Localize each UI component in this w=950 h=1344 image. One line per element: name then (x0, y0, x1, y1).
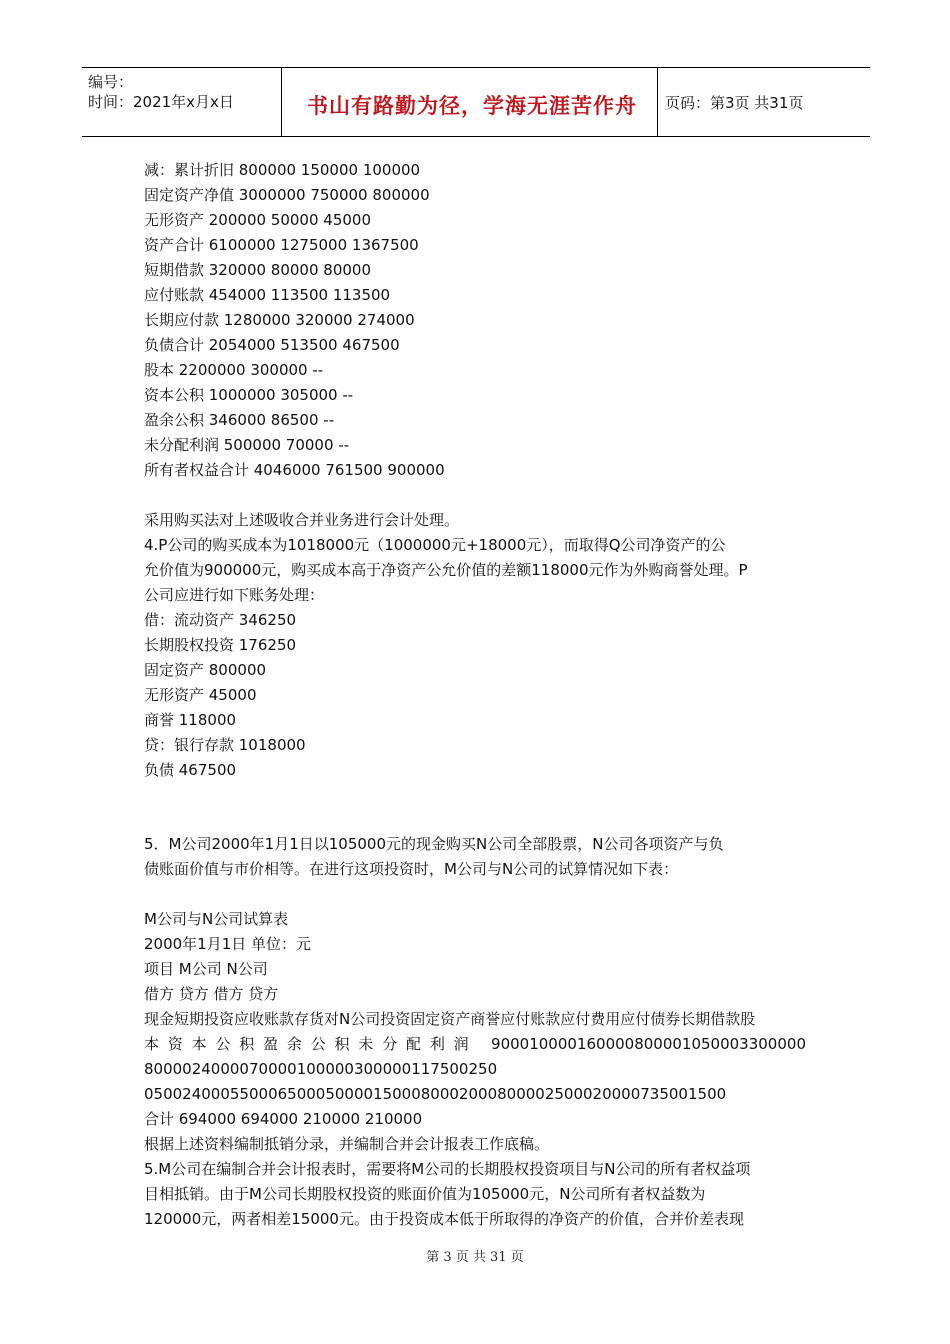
text-line: 允价值为900000元，购买成本高于净资产公允价值的差额118000元作为外购商誉处理。P (144, 561, 748, 579)
text-line: 目相抵销。由于M公司长期股权投资的账面价值为105000元，N公司所有者权益数为 (144, 1185, 706, 1203)
header-page-info: 页码：第3页 共31页 (665, 94, 804, 112)
text-line: 负债合计 2054000 513500 467500 (144, 336, 400, 354)
text-line: 应付账款 454000 113500 113500 (144, 286, 391, 304)
text-line: 长期应付款 1280000 320000 274000 (144, 311, 415, 329)
table-header: 项目 M公司 N公司 (144, 960, 268, 978)
text-line: 120000元，两者相差15000元。由于投资成本低于所取得的净资产的价值，合并价差表现 (144, 1210, 744, 1228)
text-line: 商誉 118000 (144, 711, 237, 729)
text-line: 盈余公积 346000 86500 -- (144, 411, 335, 429)
text-line: 5.M公司在编制合并会计报表时，需要将M公司的长期股权投资项目与N公司的所有者权益项 (144, 1160, 751, 1178)
header-motto: 书山有路勤为径，学海无涯苦作舟 (307, 94, 637, 118)
text-line: 4.P公司的购买成本为1018000元（1000000元+18000元），而取得Q公司净资产的公 (144, 536, 726, 554)
document-date: 时间：2021年x月x日 (88, 93, 234, 111)
text-line: 资产合计 6100000 1275000 1367500 (144, 236, 419, 254)
text-line: 所有者权益合计 4046000 761500 900000 (144, 461, 445, 479)
page-footer: 第 3 页 共 31 页 (426, 1250, 524, 1265)
text-line: 贷：银行存款 1018000 (144, 736, 306, 754)
table-total: 合计 694000 694000 210000 210000 (144, 1110, 423, 1128)
text-line: 采用购买法对上述吸收合并业务进行会计处理。 (144, 511, 460, 529)
text-line: 借：流动资产 346250 (144, 611, 297, 629)
table-body-line: 0500240005500065000500001500080002000800002500020000735001500 (144, 1085, 727, 1103)
text-line: 根据上述资料编制抵销分录，并编制合并会计报表工作底稿。 (144, 1135, 550, 1153)
text-line: 固定资产净值 3000000 750000 800000 (144, 186, 430, 204)
page-header (82, 67, 870, 137)
text-line: 无形资产 45000 (144, 686, 257, 704)
text-line: 减：累计折旧 800000 150000 100000 (144, 161, 421, 179)
text-line: 固定资产 800000 (144, 661, 267, 679)
document-number-label: 编号： (88, 73, 134, 91)
table-title: M公司与N公司试算表 (144, 910, 289, 928)
table-body-line: 本资本公积盈余公积未分配利润 900010000160000800001050003300000 (144, 1035, 806, 1053)
table-date-unit: 2000年1月1日 单位：元 (144, 935, 312, 953)
text-line: 债账面价值与市价相等。在进行这项投资时，M公司与N公司的试算情况如下表： (144, 860, 679, 878)
text-line: 长期股权投资 176250 (144, 636, 297, 654)
text-line: 公司应进行如下账务处理： (144, 586, 325, 604)
table-subheader: 借方 贷方 借方 贷方 (144, 985, 279, 1003)
table-body-line: 现金短期投资应收账款存货对N公司投资固定资产商誉应付账款应付费用应付债券长期借款股 (144, 1010, 756, 1028)
text-line: 无形资产 200000 50000 45000 (144, 211, 371, 229)
text-line: 股本 2200000 300000 -- (144, 361, 324, 379)
header-left (88, 72, 234, 112)
text-line: 短期借款 320000 80000 80000 (144, 261, 371, 279)
text-line: 负债 467500 (144, 761, 237, 779)
text-line: 未分配利润 500000 70000 -- (144, 436, 350, 454)
text-line: 资本公积 1000000 305000 -- (144, 386, 354, 404)
text-line: 5．M公司2000年1月1日以105000元的现金购买N公司全部股票，N公司各项资产与负 (144, 835, 724, 853)
table-body-line: 8000024000070000100000300000117500250 (144, 1060, 498, 1078)
header-divider (657, 68, 658, 136)
